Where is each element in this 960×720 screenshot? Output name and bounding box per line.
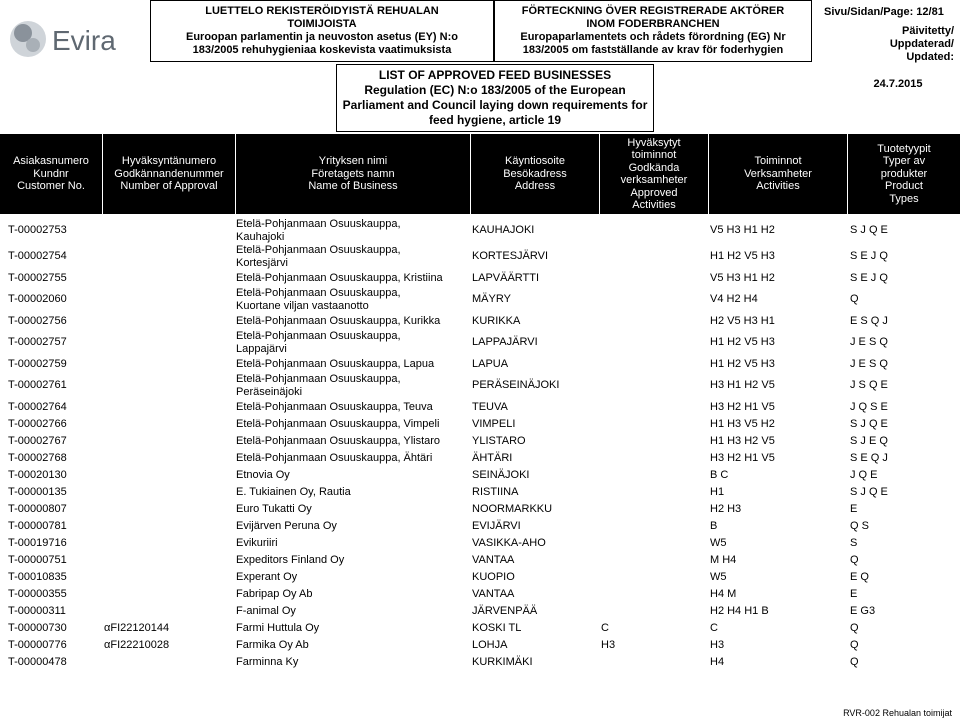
activities: H2 H3: [710, 503, 742, 515]
product-types: S J Q E: [850, 418, 888, 430]
customer-number: T-00002764: [8, 401, 67, 413]
activities: H3: [710, 639, 725, 651]
header-address-sv: Besökadress: [503, 167, 567, 180]
customer-number: T-00002060: [8, 293, 67, 305]
table-row: [0, 218, 960, 244]
header-types-sv1: Typer av: [882, 155, 926, 168]
customer-number: T-00002767: [8, 435, 67, 447]
header-types-fi1: Tuotetyypit: [877, 142, 931, 155]
header-approved-en2: Activities: [632, 199, 676, 211]
header-approved-activities: [600, 134, 708, 214]
approval-number: αFI22120144: [104, 622, 170, 634]
business-name: Etelä-Pohjanmaan Osuuskauppa,: [236, 218, 401, 230]
activities: H1 H3 H2 V5: [710, 435, 775, 447]
address: TEUVA: [472, 401, 508, 413]
customer-number: T-00000135: [8, 486, 67, 498]
header-customer-fi: Asiakasnumero: [13, 155, 89, 168]
table-row: [0, 620, 960, 637]
activities: H3 H1 H2 V5: [710, 379, 775, 391]
table-row: [0, 535, 960, 552]
table-row: [0, 356, 960, 373]
updated-label-en: Updated:: [906, 51, 954, 63]
table-row: [0, 467, 960, 484]
product-types: E S Q J: [850, 315, 888, 327]
activities: C: [710, 622, 718, 634]
address: KURIKKA: [472, 315, 521, 327]
header-types-en2: Types: [889, 192, 919, 205]
updated-label-sv: Uppdaterad/: [889, 38, 954, 50]
customer-number: T-00002757: [8, 336, 67, 348]
title-fi-line2: TOIMIJOISTA: [287, 18, 357, 30]
product-types: Q: [850, 639, 859, 651]
business-name: Etnovia Oy: [236, 469, 290, 481]
address: MÄYRY: [472, 293, 511, 305]
title-fi-line1: LUETTELO REKISTERÖIDYISTÄ REHUALAN: [205, 5, 439, 17]
address: LAPUA: [472, 358, 509, 370]
header-activities-en: Activities: [756, 180, 800, 193]
activities: H2 V5 H3 H1: [710, 315, 775, 327]
address: VANTAA: [472, 588, 515, 600]
title-en-line2: Regulation (EC) N:o 183/2005 of the European: [364, 83, 626, 97]
header-approval-fi: Hyväksyntänumero: [121, 155, 217, 168]
address: JÄRVENPÄÄ: [472, 605, 538, 617]
activities: H3 H2 H1 V5: [710, 452, 775, 464]
title-fi-line4: 183/2005 rehuhygieniaa koskevista vaatimuksista: [192, 44, 452, 56]
address: NOORMARKKU: [472, 503, 553, 515]
table-row: [0, 552, 960, 569]
logo-text: Evira: [52, 25, 116, 56]
business-name-line2: Kauhajoki: [236, 231, 285, 243]
updated-label-fi: Päivitetty/: [902, 25, 954, 37]
customer-number: T-00002756: [8, 315, 67, 327]
header-approval-en: Number of Approval: [120, 180, 218, 193]
address: LOHJA: [472, 639, 508, 651]
product-types: Q S: [850, 520, 869, 532]
business-name: Etelä-Pohjanmaan Osuuskauppa, Lapua: [236, 358, 435, 370]
header-address-fi: Käyntiosoite: [505, 155, 565, 168]
business-name: Evikuriiri: [236, 537, 278, 549]
product-types: S J E Q: [850, 435, 888, 447]
page-info: [812, 0, 960, 90]
business-name: E. Tukiainen Oy, Rautia: [236, 486, 351, 498]
address: KOSKI TL: [472, 622, 522, 634]
header-activities-sv: Verksamheter: [744, 167, 812, 180]
activities: V4 H2 H4: [710, 293, 758, 305]
header-approval: [103, 134, 235, 214]
table-row: [0, 287, 960, 313]
title-en-line4: feed hygiene, article 19: [428, 113, 562, 127]
activities: B: [710, 520, 718, 532]
table-row: [0, 270, 960, 287]
product-types: E: [850, 588, 858, 600]
title-fi-line3: Euroopan parlamentin ja neuvoston asetus (EY) N:o: [186, 31, 458, 43]
header-approved-en1: Approved: [630, 186, 678, 199]
title-en-line1: LIST OF APPROVED FEED BUSINESSES: [378, 68, 612, 82]
business-name: Etelä-Pohjanmaan Osuuskauppa, Kurikka: [236, 315, 441, 327]
updated-date: 24.7.2015: [873, 78, 923, 90]
approved-activities: H3: [601, 639, 616, 651]
table-row: [0, 654, 960, 671]
customer-number: T-00002759: [8, 358, 67, 370]
activities: H3 H2 H1 V5: [710, 401, 775, 413]
title-sv-line1: FÖRTECKNING ÖVER REGISTRERADE AKTÖRER: [521, 5, 785, 17]
header-name: [236, 134, 470, 214]
address: ÄHTÄRI: [472, 452, 513, 464]
customer-number: T-00000807: [8, 503, 67, 515]
product-types: S E J Q: [850, 272, 888, 284]
activities: M H4: [710, 554, 737, 566]
product-types: S: [850, 537, 858, 549]
activities: H1 H3 V5 H2: [710, 418, 775, 430]
activities: V5 H3 H1 H2: [710, 224, 775, 236]
evira-logo-icon: [6, 14, 146, 64]
business-name: Etelä-Pohjanmaan Osuuskauppa, Vimpeli: [236, 418, 440, 430]
business-name: Farmika Oy Ab: [236, 639, 309, 651]
header-customer-sv: Kundnr: [33, 167, 69, 180]
title-sv-line4: 183/2005 om fastställande av krav för foderhygien: [522, 44, 784, 56]
header-types-en1: Product: [885, 180, 923, 193]
header-approval-sv: Godkännandenummer: [114, 167, 224, 180]
table-row: [0, 518, 960, 535]
product-types: J Q S E: [850, 401, 888, 413]
product-types: E G3: [850, 605, 876, 617]
table-row: [0, 569, 960, 586]
business-name: Farmi Huttula Oy: [236, 622, 320, 634]
table-row: [0, 416, 960, 433]
header-approved-fi2: toiminnot: [631, 149, 677, 161]
header-approved-sv1: Godkända: [628, 161, 680, 174]
business-name: Evijärven Peruna Oy: [236, 520, 337, 532]
product-types: S E Q J: [850, 452, 888, 464]
header-name-fi: Yrityksen nimi: [318, 155, 388, 168]
header-activities: [709, 134, 847, 214]
footer-text: RVR-002 Rehualan toimijat: [843, 708, 952, 718]
table-row: [0, 399, 960, 416]
product-types: E Q: [850, 571, 869, 583]
table-row: [0, 244, 960, 270]
header-product-types: [848, 134, 960, 214]
customer-number: T-00000730: [8, 622, 67, 634]
address: VANTAA: [472, 554, 515, 566]
address: PERÄSEINÄJOKI: [472, 379, 560, 391]
table-row: [0, 586, 960, 603]
business-name: Expeditors Finland Oy: [236, 554, 345, 566]
business-name-line2: Kortesjärvi: [236, 257, 288, 269]
address: RISTIINA: [472, 486, 519, 498]
customer-number: T-00010835: [8, 571, 67, 583]
activities: H1 H2 V5 H3: [710, 336, 775, 348]
business-name: Euro Tukatti Oy: [236, 503, 312, 515]
activities: V5 H3 H1 H2: [710, 272, 775, 284]
customer-number: T-00000781: [8, 520, 67, 532]
table-row: [0, 313, 960, 330]
product-types: Q: [850, 622, 859, 634]
header-name-en: Name of Business: [308, 180, 398, 193]
address: LAPPAJÄRVI: [472, 336, 538, 348]
address: LAPVÄÄRTTI: [472, 272, 540, 284]
business-name: Etelä-Pohjanmaan Osuuskauppa, Teuva: [236, 401, 433, 413]
title-swedish: [494, 0, 812, 62]
table-row: [0, 330, 960, 356]
customer-number: T-00002766: [8, 418, 67, 430]
address: EVIJÄRVI: [472, 520, 521, 532]
business-name: Experant Oy: [236, 571, 298, 583]
activities: H4: [710, 656, 725, 668]
header-approved-sv2: verksamheter: [620, 174, 688, 186]
activities: W5: [710, 537, 727, 549]
address: VIMPELI: [472, 418, 516, 430]
address: YLISTARO: [472, 435, 526, 447]
customer-number: T-00002754: [8, 250, 67, 262]
approval-number: αFI22210028: [104, 639, 170, 651]
customer-number: T-00000478: [8, 656, 67, 668]
activities: H4 M: [710, 588, 737, 600]
business-name: Etelä-Pohjanmaan Osuuskauppa, Kristiina: [236, 272, 443, 284]
business-name: Etelä-Pohjanmaan Osuuskauppa,: [236, 330, 401, 342]
title-sv-line2: INOM FODERBRANCHEN: [586, 18, 720, 30]
title-en-line3: Parliament and Council laying down requirements for: [342, 98, 648, 112]
product-types: S J Q E: [850, 224, 888, 236]
title-english: [336, 64, 654, 132]
business-name: Etelä-Pohjanmaan Osuuskauppa, Ylistaro: [236, 435, 441, 447]
business-name: F-animal Oy: [236, 605, 296, 617]
business-table: [0, 218, 960, 671]
customer-number: T-00000776: [8, 639, 67, 651]
customer-number: T-00002761: [8, 379, 67, 391]
address: VASIKKA-AHO: [472, 537, 546, 549]
table-row: [0, 501, 960, 518]
product-types: S E J Q: [850, 250, 888, 262]
customer-number: T-00020130: [8, 469, 67, 481]
business-name: Etelä-Pohjanmaan Osuuskauppa,: [236, 373, 401, 385]
customer-number: T-00002768: [8, 452, 67, 464]
product-types: E: [850, 503, 858, 515]
page-number: Sivu/Sidan/Page: 12/81: [824, 6, 944, 18]
product-types: J E S Q: [850, 358, 888, 370]
header-types-sv2: produkter: [880, 167, 928, 180]
header-address: [471, 134, 599, 214]
table-row: [0, 373, 960, 399]
table-row: [0, 433, 960, 450]
header-approved-fi1: Hyväksytyt: [627, 136, 681, 149]
customer-number: T-00000355: [8, 588, 67, 600]
customer-number: T-00002753: [8, 224, 67, 236]
business-name: Fabripap Oy Ab: [236, 588, 313, 600]
customer-number: T-00002755: [8, 272, 67, 284]
product-types: Q: [850, 656, 859, 668]
approved-activities: C: [601, 622, 609, 634]
table-row: [0, 484, 960, 501]
business-name-line2: Peräseinäjoki: [236, 386, 303, 398]
activities: H1 H2 V5 H3: [710, 358, 775, 370]
product-types: S J Q E: [850, 486, 888, 498]
header-name-sv: Företagets namn: [311, 167, 395, 180]
evira-logo: [6, 14, 146, 64]
business-name-line2: Kuortane viljan vastaanotto: [236, 300, 369, 312]
activities: H2 H4 H1 B: [710, 605, 769, 617]
header-customer: [0, 134, 102, 214]
table-row: [0, 450, 960, 467]
product-types: J S Q E: [850, 379, 888, 391]
activities: W5: [710, 571, 727, 583]
product-types: Q: [850, 554, 859, 566]
customer-number: T-00019716: [8, 537, 67, 549]
business-name: Farminna Ky: [236, 656, 299, 668]
address: SEINÄJOKI: [472, 469, 530, 481]
header-address-en: Address: [514, 180, 556, 193]
customer-number: T-00000751: [8, 554, 67, 566]
product-types: J E S Q: [850, 336, 888, 348]
activities: H1: [710, 486, 725, 498]
product-types: J Q E: [850, 469, 878, 481]
business-name: Etelä-Pohjanmaan Osuuskauppa, Ähtäri: [236, 452, 433, 464]
address: KORTESJÄRVI: [472, 250, 549, 262]
address: KUOPIO: [472, 571, 515, 583]
activities: B C: [710, 469, 729, 481]
activities: H1 H2 V5 H3: [710, 250, 775, 262]
customer-number: T-00000311: [8, 605, 66, 617]
header-customer-en: Customer No.: [17, 180, 85, 193]
title-sv-line3: Europaparlamentets och rådets förordning (EG) Nr: [520, 31, 786, 43]
business-name: Etelä-Pohjanmaan Osuuskauppa,: [236, 244, 401, 256]
address: KURKIMÄKI: [472, 656, 533, 668]
business-name-line2: Lappajärvi: [236, 343, 287, 355]
table-row: [0, 603, 960, 620]
business-name: Etelä-Pohjanmaan Osuuskauppa,: [236, 287, 401, 299]
address: KAUHAJOKI: [472, 224, 535, 236]
header-activities-fi: Toiminnot: [754, 155, 802, 168]
product-types: Q: [850, 293, 859, 305]
title-finnish: [150, 0, 494, 62]
table-row: [0, 637, 960, 654]
